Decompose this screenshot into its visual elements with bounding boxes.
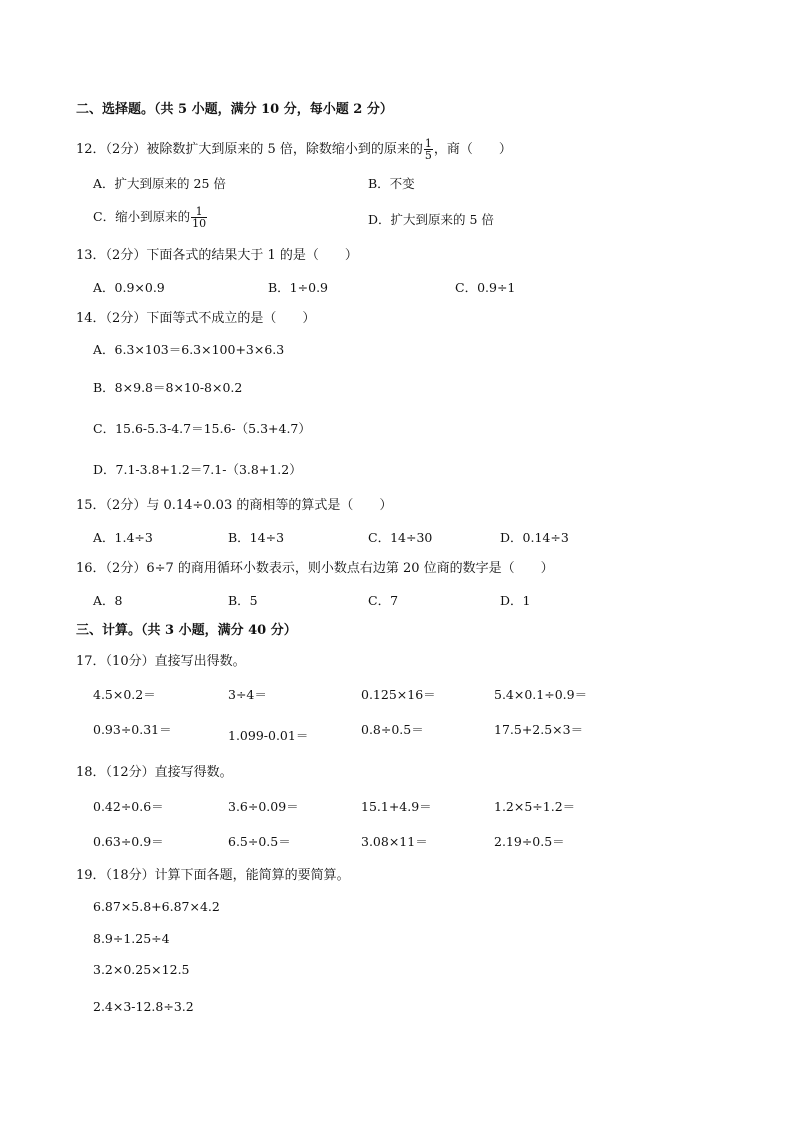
q15-option-d[interactable]: D．0.14÷3	[500, 530, 569, 545]
q17-item: 3÷4＝	[228, 687, 267, 702]
q12-option-a[interactable]: A．扩大到原来的 25 倍	[93, 176, 226, 191]
q19-item: 2.4×3-12.8÷3.2	[93, 999, 194, 1014]
q17-item: 1.099-0.01＝	[228, 728, 309, 743]
q14-option-c[interactable]: C．15.6-5.3-4.7＝15.6-（5.3+4.7）	[93, 421, 311, 436]
q12-option-b[interactable]: B．不变	[368, 176, 415, 191]
q14-option-b[interactable]: B．8×9.8＝8×10-8×0.2	[93, 380, 243, 395]
q16-option-a[interactable]: A．8	[93, 593, 123, 608]
q12-option-c-text: C．缩小到原来的	[93, 209, 191, 224]
q19-item: 8.9÷1.25÷4	[93, 931, 170, 946]
q13-option-c[interactable]: C．0.9÷1	[455, 280, 516, 295]
q12-option-c[interactable]	[93, 206, 208, 229]
q18-item: 15.1+4.9＝	[361, 799, 432, 814]
q18-item: 3.08×11＝	[361, 834, 428, 849]
question-17-stem: 17．（10分）直接写出得数。	[76, 654, 246, 669]
q17-item: 0.125×16＝	[361, 687, 436, 702]
q18-item: 3.6÷0.09＝	[228, 799, 299, 814]
q18-item: 2.19÷0.5＝	[494, 834, 565, 849]
q16-option-d[interactable]: D．1	[500, 593, 531, 608]
section2-heading: 二、选择题。（共 5 小题，满分 10 分，每小题 2 分）	[76, 102, 393, 117]
fraction-one-fifth: $\frac{1}{5}$	[424, 137, 432, 162]
question-14-stem: 14．（2分）下面等式不成立的是（ ）	[76, 311, 316, 326]
q17-item: 4.5×0.2＝	[93, 687, 156, 702]
q12-option-d[interactable]: D．扩大到原来的 5 倍	[368, 212, 494, 227]
fraction-one-tenth: $\frac{1}{10}$	[192, 205, 207, 230]
question-12-stem	[76, 138, 512, 161]
q16-option-b[interactable]: B．5	[228, 593, 258, 608]
section3-heading: 三、计算。（共 3 小题，满分 40 分）	[76, 623, 297, 638]
q17-item: 17.5+2.5×3＝	[494, 722, 584, 737]
q12-stem-tail: ，商（ ）	[433, 142, 512, 157]
question-13-stem: 13．（2分）下面各式的结果大于 1 的是（ ）	[76, 248, 358, 263]
q13-option-a[interactable]: A．0.9×0.9	[93, 280, 165, 295]
question-16-stem: 16．（2分）6÷7 的商用循环小数表示，则小数点右边第 20 位商的数字是（ ）	[76, 561, 554, 576]
q18-item: 1.2×5÷1.2＝	[494, 799, 576, 814]
q15-option-b[interactable]: B．14÷3	[228, 530, 285, 545]
q14-option-d[interactable]: D．7.1-3.8+1.2＝7.1-（3.8+1.2）	[93, 462, 302, 477]
q18-item: 0.42÷0.6＝	[93, 799, 164, 814]
q17-item: 5.4×0.1÷0.9＝	[494, 687, 588, 702]
q13-option-b[interactable]: B．1÷0.9	[268, 280, 328, 295]
q14-option-a[interactable]: A．6.3×103＝6.3×100+3×6.3	[93, 342, 285, 357]
q18-item: 0.63÷0.9＝	[93, 834, 164, 849]
q17-item: 0.8÷0.5＝	[361, 722, 424, 737]
q15-option-c[interactable]: C．14÷30	[368, 530, 433, 545]
q18-item: 6.5÷0.5＝	[228, 834, 291, 849]
question-18-stem: 18．（12分）直接写得数。	[76, 765, 233, 780]
q16-option-c[interactable]: C．7	[368, 593, 399, 608]
q19-item: 3.2×0.25×12.5	[93, 962, 190, 977]
q15-option-a[interactable]: A．1.4÷3	[93, 530, 153, 545]
q12-stem-text: 12．（2分）被除数扩大到原来的 5 倍，除数缩小到的原来的	[76, 142, 423, 157]
question-15-stem: 15．（2分）与 0.14÷0.03 的商相等的算式是（ ）	[76, 498, 393, 513]
q19-item: 6.87×5.8+6.87×4.2	[93, 899, 220, 914]
q17-item: 0.93÷0.31＝	[93, 722, 172, 737]
question-19-stem: 19．（18分）计算下面各题，能简算的要简算。	[76, 868, 350, 883]
